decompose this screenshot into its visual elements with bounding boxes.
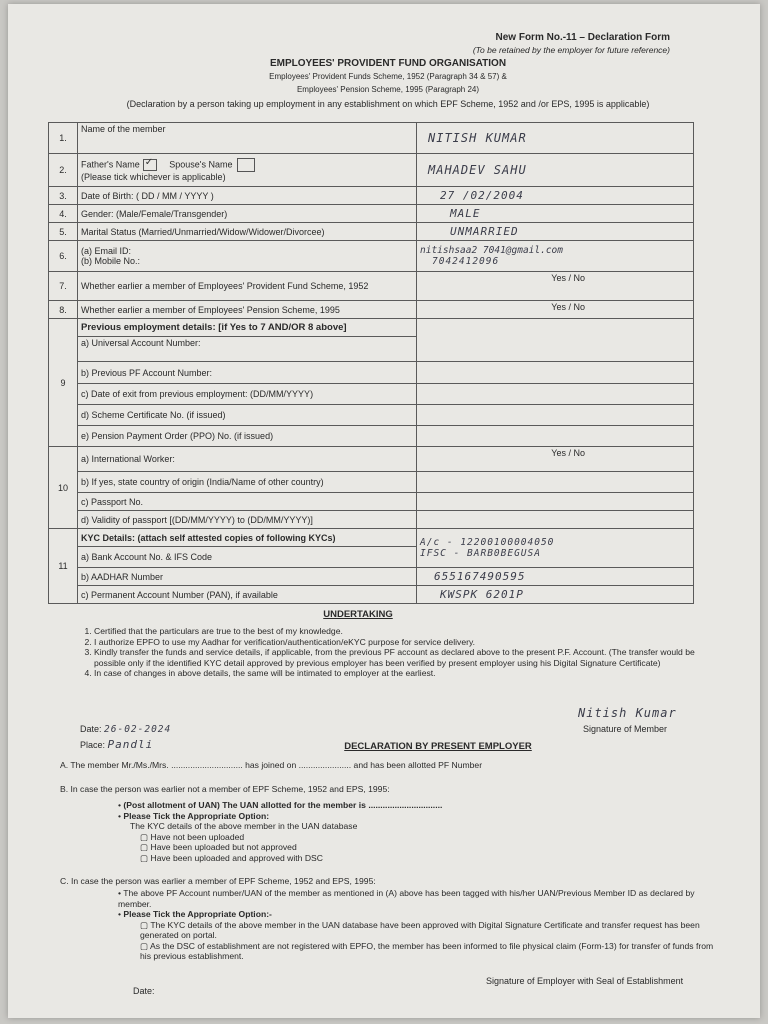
- ppo-label: e) Pension Payment Order (PPO) No. (if issued): [78, 426, 417, 447]
- contact-label: (a) Email ID: (b) Mobile No.:: [78, 241, 417, 272]
- gender-value[interactable]: MALE: [417, 205, 694, 223]
- email-value[interactable]: nitishsaa2 7041@gmail.com: [420, 245, 563, 256]
- epf-member-value[interactable]: Yes / No: [417, 272, 694, 301]
- form-page: [8, 4, 760, 1018]
- eps-member-value[interactable]: Yes / No: [417, 301, 694, 319]
- employer-clause-b: B. In case the person was earlier not a member of EPF Scheme, 1952 and EPS, 1995:: [60, 784, 390, 794]
- c-tagged-text: • The above PF Account number/UAN of the member as mentioned in (A) above has been tagged with his/her UAN/Previous Member ID as declared by member.: [118, 888, 695, 909]
- employer-date-label: Date:: [133, 986, 155, 996]
- passport-label: c) Passport No.: [78, 493, 417, 511]
- form-number: New Form No.-11 – Declaration Form: [495, 32, 670, 43]
- table-row: [49, 223, 694, 241]
- uan-allotted: • (Post allotment of UAN) The UAN allotted for the member is ...............................: [118, 800, 443, 810]
- undertaking-item: 4. In case of changes in above details, the same will be intimated to employer at the earliest.: [94, 668, 710, 679]
- exit-date-value[interactable]: [417, 384, 694, 405]
- table-row: [49, 205, 694, 223]
- employer-clause-a: A. The member Mr./Ms./Mrs. .............................. has joined on ...................... and has been allotted PF Number: [60, 760, 483, 770]
- section9-title: Previous employment details: [if Yes to 7 AND/OR 8 above]: [78, 319, 417, 337]
- bank-label: a) Bank Account No. & IFS Code: [78, 547, 417, 568]
- name-label: Name of the member: [78, 123, 417, 154]
- passport-validity-value[interactable]: [417, 511, 694, 529]
- employer-declaration-title: DECLARATION BY PRESENT EMPLOYER: [344, 741, 532, 752]
- row-number: 1.: [49, 123, 78, 154]
- country-label: b) If yes, state country of origin (India/Name of other country): [78, 472, 417, 493]
- mobile-value[interactable]: 7042412096: [432, 256, 500, 267]
- member-signature-label: Signature of Member: [583, 724, 668, 734]
- employer-clause-b-block: [118, 800, 718, 863]
- member-details-table: [48, 122, 694, 604]
- b-kyc-text: The KYC details of the above member in the UAN database: [130, 821, 358, 831]
- pan-label: c) Permanent Account Number (PAN), if available: [78, 586, 417, 604]
- table-row: [49, 493, 694, 511]
- pan-value[interactable]: KWSPK 6201P: [417, 586, 694, 604]
- table-row: [49, 529, 694, 547]
- member-place: Place: Pandli: [80, 738, 154, 751]
- row-number: 11: [49, 529, 78, 604]
- marital-status-label: Marital Status (Married/Unmarried/Widow/Widower/Divorcee): [78, 223, 417, 241]
- row-number: 8.: [49, 301, 78, 319]
- declaration-note: (Declaration by a person taking up employment in any establishment on which EPF Scheme, 1952 and /or EPS, 1995 is applicable): [126, 99, 650, 109]
- scheme-cert-label: d) Scheme Certificate No. (if issued): [78, 405, 417, 426]
- table-row: [49, 123, 694, 154]
- table-row: [49, 447, 694, 472]
- row-number: 5.: [49, 223, 78, 241]
- ppo-value[interactable]: [417, 426, 694, 447]
- dob-label: Date of Birth: ( DD / MM / YYYY ): [78, 187, 417, 205]
- undertaking-item: 1. Certified that the particulars are true to the best of my knowledge.: [94, 626, 710, 637]
- table-row: [49, 301, 694, 319]
- father-name-checkbox[interactable]: [143, 159, 157, 171]
- table-row: [49, 405, 694, 426]
- employer-clause-c-block: [118, 888, 718, 962]
- b-option[interactable]: ▢ Have not been uploaded: [140, 831, 245, 842]
- prev-pf-value[interactable]: [417, 362, 694, 384]
- exit-date-label: c) Date of exit from previous employment: (DD/MM/YYYY): [78, 384, 417, 405]
- dob-value[interactable]: 27 /02/2004: [417, 187, 694, 205]
- employer-clause-c: C. In case the person was earlier a member of EPF Scheme, 1952 and EPS, 1995:: [60, 876, 376, 886]
- row-number: 7.: [49, 272, 78, 301]
- scheme-line-1: Employees' Provident Funds Scheme, 1952 (Paragraph 34 & 57) &: [269, 72, 507, 81]
- c-option[interactable]: ▢ As the DSC of establishment are not registered with EPFO, the member has been informed to file physical claim (Form-13) for transfer of funds from his previous establishment.: [140, 940, 714, 961]
- intl-worker-value[interactable]: Yes / No: [417, 447, 694, 472]
- undertaking-item: 3. Kindly transfer the funds and service details, if applicable, from the previous PF account as declared above to the present P.F. Account. (The transfer would be possible only if the identified KYC detail approved by previous employer has been verified by present employer using his Digital Signature Certificate): [94, 647, 710, 668]
- father-name-value[interactable]: MAHADEV SAHU: [417, 154, 694, 187]
- uan-value[interactable]: [417, 319, 694, 362]
- table-row: [49, 187, 694, 205]
- member-date-value[interactable]: 26-02-2024: [104, 724, 172, 735]
- gender-label: Gender: (Male/Female/Transgender): [78, 205, 417, 223]
- c-tick-title: • Please Tick the Appropriate Option:-: [118, 909, 272, 919]
- spouse-name-checkbox[interactable]: [237, 158, 255, 172]
- table-row: [49, 272, 694, 301]
- table-row: [49, 568, 694, 586]
- intl-worker-label: a) International Worker:: [78, 447, 417, 472]
- bank-value[interactable]: A/c - 12200100004050 IFSC - BARB0BEGUSA: [417, 529, 694, 568]
- member-signature[interactable]: Nitish Kumar: [578, 706, 677, 720]
- row-number: 3.: [49, 187, 78, 205]
- aadhar-value[interactable]: 655167490595: [417, 568, 694, 586]
- contact-value[interactable]: [417, 241, 694, 272]
- retention-note: (To be retained by the employer for future reference): [472, 45, 670, 55]
- table-row: [49, 586, 694, 604]
- b-option[interactable]: ▢ Have been uploaded but not approved: [140, 842, 297, 852]
- employer-signature-label: Signature of Employer with Seal of Establishment: [486, 976, 684, 986]
- undertaking-list: [80, 626, 710, 679]
- b-option[interactable]: ▢ Have been uploaded and approved with DSC: [140, 852, 323, 863]
- table-row: [49, 362, 694, 384]
- c-option[interactable]: ▢ The KYC details of the above member in the UAN database have been approved with Digital Signature Certificate and transfer request has been generated on portal.: [140, 919, 700, 940]
- aadhar-label: b) AADHAR Number: [78, 568, 417, 586]
- undertaking-title: UNDERTAKING: [323, 609, 393, 620]
- country-value[interactable]: [417, 472, 694, 493]
- row-number: 9: [49, 319, 78, 447]
- b-tick-title: • Please Tick the Appropriate Option:: [118, 810, 270, 821]
- table-row: [49, 511, 694, 529]
- table-row: [49, 472, 694, 493]
- passport-value[interactable]: [417, 493, 694, 511]
- passport-validity-label: d) Validity of passport [(DD/MM/YYYY) to (DD/MM/YYYY)]: [78, 511, 417, 529]
- father-spouse-label: Father's Name✓ Spouse's Name (Please tick whichever is applicable): [78, 154, 417, 187]
- member-date: Date: 26-02-2024: [80, 724, 172, 735]
- uan-label: a) Universal Account Number:: [78, 337, 417, 362]
- member-place-value[interactable]: Pandli: [107, 738, 154, 751]
- row-number: 6.: [49, 241, 78, 272]
- table-row: [49, 319, 694, 337]
- org-title: EMPLOYEES' PROVIDENT FUND ORGANISATION: [269, 58, 507, 69]
- table-row: [49, 241, 694, 272]
- row-number: 4.: [49, 205, 78, 223]
- table-row: [49, 154, 694, 187]
- table-row: [49, 384, 694, 405]
- row-number: 10: [49, 447, 78, 529]
- scheme-cert-value[interactable]: [417, 405, 694, 426]
- eps-member-label: Whether earlier a member of Employees' Pension Scheme, 1995: [78, 301, 417, 319]
- kyc-title: KYC Details: (attach self attested copies of following KYCs): [78, 529, 417, 547]
- undertaking-item: 2. I authorize EPFO to use my Aadhar for verification/authentication/eKYC purpose for service delivery.: [94, 637, 710, 648]
- epf-member-label: Whether earlier a member of Employees' Provident Fund Scheme, 1952: [78, 272, 417, 301]
- table-row: [49, 426, 694, 447]
- scheme-line-2: Employees' Pension Scheme, 1995 (Paragraph 24): [296, 85, 480, 94]
- prev-pf-label: b) Previous PF Account Number:: [78, 362, 417, 384]
- name-value[interactable]: NITISH KUMAR: [417, 123, 694, 154]
- marital-status-value[interactable]: UNMARRIED: [417, 223, 694, 241]
- row-number: 2.: [49, 154, 78, 187]
